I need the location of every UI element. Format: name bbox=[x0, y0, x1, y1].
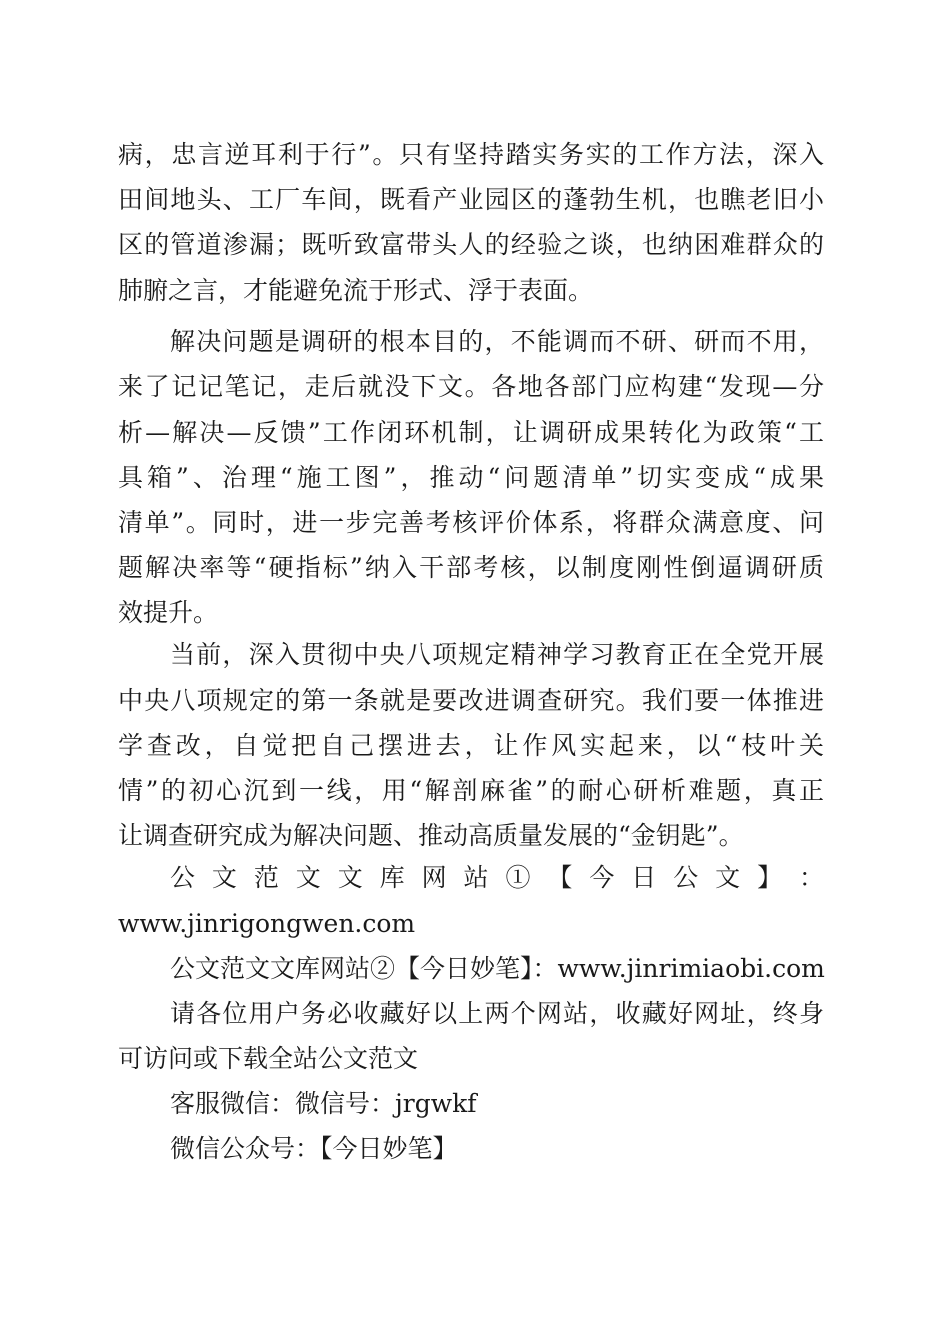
body-text-line: 题解决率等“硬指标”纳入干部考核，以制度刚性倒逼调研质 bbox=[118, 553, 824, 582]
paragraph-first-line: 解决问题是调研的根本目的，不能调而不研、研而不用， bbox=[170, 327, 824, 356]
bookmark-notice-line: 可访问或下载全站公文范文 bbox=[118, 1044, 419, 1073]
body-text-line: 病，忠言逆耳利于行”。只有坚持踏实务实的工作方法，深入 bbox=[118, 140, 824, 169]
body-text-line: 析—解决—反馈”工作闭环机制，让调研成果转化为政策“工 bbox=[118, 418, 824, 447]
body-text-line: 让调查研究成为解决问题、推动高质量发展的“金钥匙”。 bbox=[118, 821, 744, 850]
paragraph-first-line: 当前，深入贯彻中央八项规定精神学习教育正在全党开展 bbox=[170, 640, 824, 669]
website-2-line: 公文范文文库网站②【今日妙笔】：www.jinrimiaobi.com bbox=[170, 954, 825, 983]
body-text-line: 来了记记笔记，走后就没下文。各地各部门应构建“发现—分 bbox=[118, 372, 824, 401]
wechat-official-account: 微信公众号：【今日妙笔】 bbox=[170, 1134, 458, 1163]
body-text-line: 区的管道渗漏；既听致富带头人的经验之谈，也纳困难群众的 bbox=[118, 230, 824, 259]
body-text-line: 效提升。 bbox=[118, 598, 219, 627]
body-text-line: 田间地头、工厂车间，既看产业园区的蓬勃生机，也瞧老旧小 bbox=[118, 185, 824, 214]
website-1-url: www.jinrigongwen.com bbox=[118, 909, 416, 938]
body-text-line: 具箱”、治理“施工图”，推动“问题清单”切实变成“成果 bbox=[118, 463, 824, 492]
body-text-line: 学查改，自觉把自己摆进去，让作风实起来，以“枝叶关 bbox=[118, 731, 824, 760]
body-text-line: 清单”。同时，进一步完善考核评价体系，将群众满意度、问 bbox=[118, 508, 824, 537]
website-1-label: 公 文 范 文 文 库 网 站 ① 【 今 日 公 文 】 ： bbox=[170, 863, 824, 892]
body-text-line: 肺腑之言，才能避免流于形式、浮于表面。 bbox=[118, 276, 594, 305]
body-text-line: 中央八项规定的第一条就是要改进调查研究。我们要一体推进 bbox=[118, 686, 824, 715]
body-text-line: 情”的初心沉到一线，用“解剖麻雀”的耐心研析难题，真正 bbox=[118, 776, 824, 805]
customer-service-wechat: 客服微信：微信号：jrgwkf bbox=[170, 1089, 477, 1118]
bookmark-notice-line: 请各位用户务必收藏好以上两个网站，收藏好网址，终身 bbox=[170, 999, 824, 1028]
